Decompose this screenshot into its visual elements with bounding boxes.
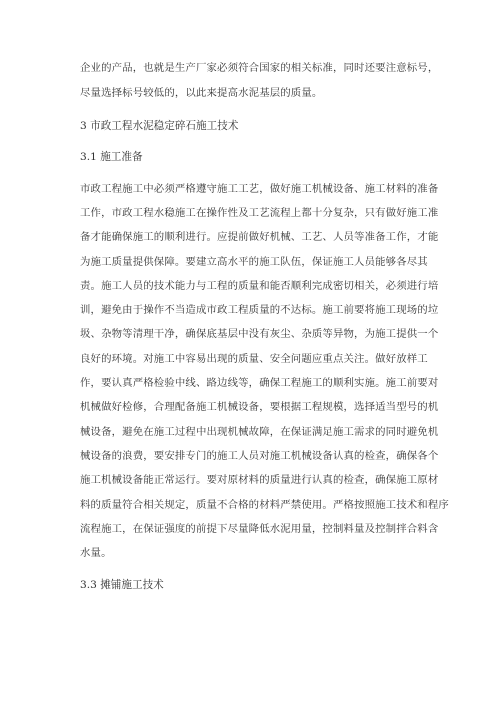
body-line-2: 工作，市政工程水稳施工在操作性及工艺流程上都十分复杂，只有做好施工准	[80, 207, 439, 219]
body-line-5: 责。施工人员的技术能力与工程的质量和能否顺利完成密切相关，必须进行培	[80, 280, 439, 292]
body-line-8: 良好的环境。对施工中容易出现的质量、安全问题应重点关注。做好放样工	[80, 353, 428, 365]
body-line-7: 圾、杂物等清理干净，确保底基层中没有灰尘、杂质等异物，为施工提供一个	[80, 328, 439, 340]
body-line-16: 水量。	[80, 547, 112, 559]
section-heading: 3 市政工程水泥稳定碎石施工技术	[80, 120, 239, 132]
subsection-heading-3-1: 3.1 施工准备	[80, 151, 143, 163]
intro-line-2: 尽量选择标号较低的，以此来提高水泥基层的质量。	[80, 87, 323, 99]
intro-line-1: 企业的产品，也就是生产厂家必须符合国家的相关标准，同时还要注意标号，	[80, 62, 439, 74]
body-line-11: 械设备，避免在施工过程中出现机械故障，在保证满足施工需求的同时避免机	[80, 426, 439, 438]
body-line-14: 料的质量符合相关规定，质量不合格的材料严禁使用。严格按照施工技术和程序	[80, 499, 449, 511]
body-line-6: 训，避免由于操作不当造成市政工程质量的不达标。施工前要将施工现场的垃	[80, 304, 439, 316]
body-line-3: 备才能确保施工的顺利进行。应提前做好机械、工艺、人员等准备工作，才能	[80, 231, 439, 243]
body-line-1: 市政工程施工中必须严格遵守施工工艺，做好施工机械设备、施工材料的准备	[80, 183, 439, 195]
body-line-12: 械设备的浪费，要安排专门的施工人员对施工机械设备认真的检查，确保各个	[80, 450, 439, 462]
body-line-10: 机械做好检修，合理配备施工机械设备，要根据工程规模，选择适当型号的机	[80, 401, 439, 413]
subsection-heading-3-3: 3.3 摊铺施工技术	[80, 579, 164, 591]
body-line-9: 作，要认真严格检验中线、路边线等，确保工程施工的顺利实施。施工前要对	[80, 377, 439, 389]
body-line-15: 流程施工，在保证强度的前提下尽量降低水泥用量，控制料量及控制拌合料含	[80, 523, 439, 535]
body-line-13: 施工机械设备能正常运行。要对原材料的质量进行认真的检查，确保施工原材	[80, 474, 439, 486]
body-line-4: 为施工质量提供保障。要建立高水平的施工队伍，保证施工人员能够各尽其	[80, 256, 428, 268]
